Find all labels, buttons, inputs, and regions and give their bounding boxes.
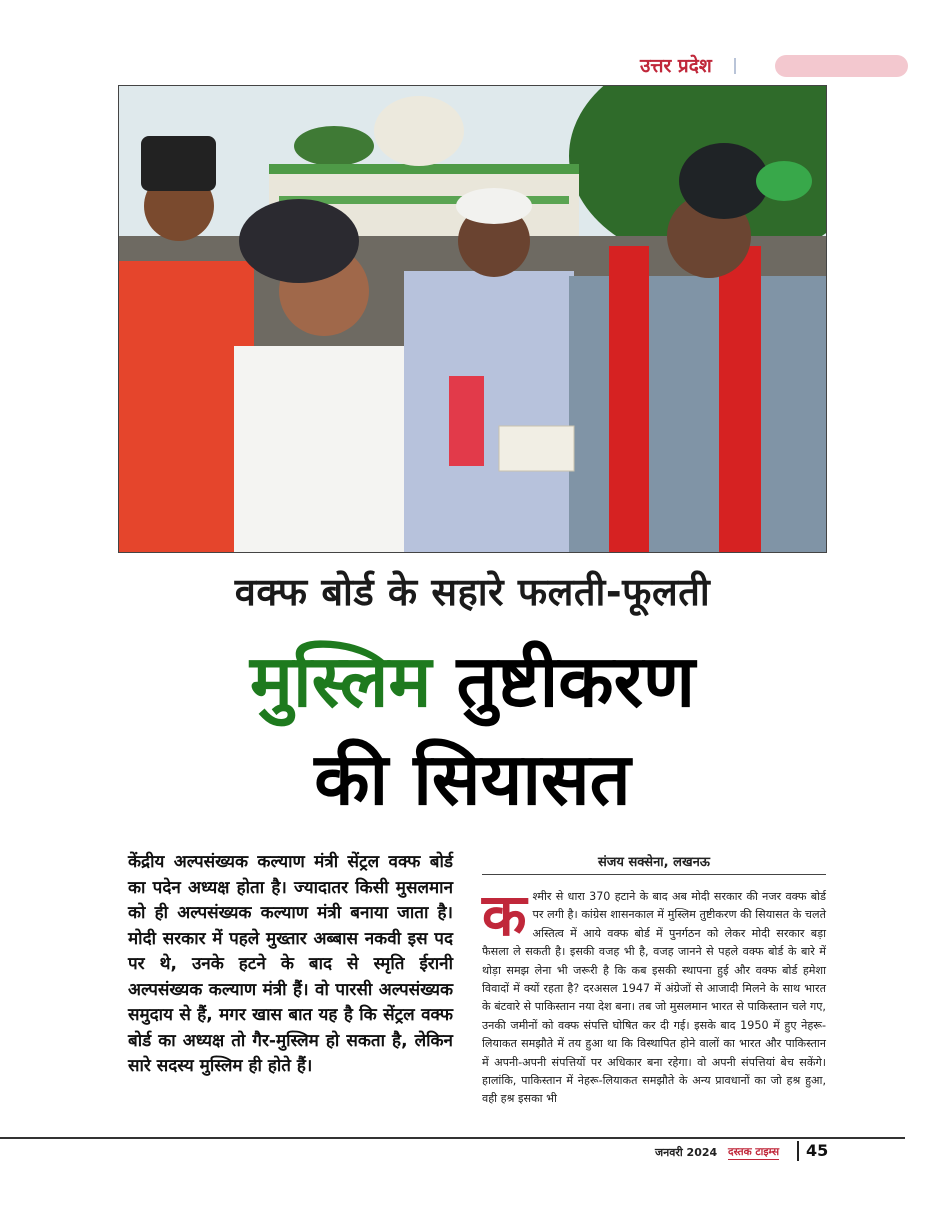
- photo-shawl: [609, 246, 649, 553]
- article-body: [482, 881, 826, 1109]
- article-body-text: श्मीर से धारा 370 हटाने के बाद अब मोदी सरकार की नजर वक्फ बोर्ड पर लगी है। कांग्रेस शासनकाल में मुस्लिम तुष्टीकरण की सियासत के चलते अस्तित्व में आये वक्फ बोर्ड में पुनर्गठन को लेकर मोदी सरकार बड़ा फैसला ले सकती है। इसकी वजह भी है, वजह जानने से पहले वक्फ बोर्ड के बारे में थोड़ा समझ लेना भी जरूरी है कि कब इसकी स्थापना हुई और वक्फ बोर्ड हमेशा विवादों में क्यों रहता है? दरअसल 1947 में अंग्रेजों से आजादी मिलने के साथ भारत के बंटवारे से पाकिस्तान नया देश बना। तब जो मुसलमान भारत से पाकिस्तान चले गए, उनकी जमीनों को वक्फ संपत्ति घोषित कर दी गई। इसके बाद 1950 में हुए नेहरू-लियाकत समझौते में तय हुआ था कि विस्थापित होने वालों का भारत और पाकिस्तान में अपनी-अपनी संपत्तियों पर अधिकार बना रहेगा। वो अपनी संपत्तियां बेच सकेंगे। हालांकि, पाकिस्तान में नेहरू-लियाकत समझौते के अन्य प्रावधानों का जो हश्र हुआ, वही हश्र इसका भी: [482, 890, 826, 1106]
- photo-boy-cap: [239, 199, 359, 283]
- author-byline: संजय सक्सेना, लखनऊ: [482, 852, 826, 875]
- photo-mosque-dome: [374, 96, 464, 166]
- footer-rule: [0, 1137, 905, 1139]
- photo-person-check-shirt: [404, 271, 574, 553]
- photo-sweet-packet: [449, 376, 484, 466]
- headline-line-1: [0, 632, 945, 730]
- photo-robe-cap: [679, 143, 769, 219]
- photo-sweet-box: [499, 426, 574, 471]
- headline: [0, 632, 945, 828]
- lead-paragraph: केंद्रीय अल्पसंख्यक कल्याण मंत्री सेंट्रल वक्फ बोर्ड का पदेन अध्यक्ष होता है। ज्यादातर किसी मुसलमान को ही अल्पसंख्यक कल्याण मंत्री बनाया जाता है। मोदी सरकार में पहले मुख्तार अब्बास नकवी इस पद पर थे, उनके हटने के बाद से स्मृति ईरानी अल्पसंख्यक कल्याण मंत्री हैं। वो पारसी अल्पसंख्यक समुदाय से हैं, मगर खास बात यह है कि सेंट्रल वक्फ बोर्ड का अध्यक्ष तो गैर-मुस्लिम हो सकता है, लेकिन सारे सदस्य मुस्लिम ही होते हैं।: [128, 852, 453, 1076]
- photo-person-robe: [569, 276, 827, 553]
- headline-line-2: की सियासत: [314, 737, 631, 821]
- section-label: उत्तर प्रदेश: [640, 55, 712, 77]
- headline-kicker: वक्फ बोर्ड के सहारे फलती-फूलती: [234, 570, 711, 614]
- photo-scene-icon: [119, 86, 827, 553]
- issue-date: जनवरी 2024: [655, 1146, 718, 1159]
- page-number: 45: [806, 1141, 829, 1160]
- section-tab-pill: [775, 55, 908, 77]
- section-divider: [734, 58, 736, 74]
- photo-person-red-shirt: [119, 261, 254, 553]
- photo-green-cap: [756, 161, 812, 201]
- headline-line1-rest: तुष्टीकरण: [431, 639, 696, 723]
- photo-cap: [141, 136, 216, 191]
- photo-white-cap: [456, 188, 532, 224]
- feature-photo: [118, 85, 827, 553]
- drop-cap: क: [482, 881, 527, 949]
- photo-trees-left: [294, 126, 374, 166]
- photo-shawl-right: [719, 246, 761, 553]
- footer-divider: [797, 1141, 799, 1161]
- magazine-logo: दस्तक टाइम्स: [728, 1146, 780, 1158]
- headline-green-word: मुस्लिम: [249, 639, 432, 723]
